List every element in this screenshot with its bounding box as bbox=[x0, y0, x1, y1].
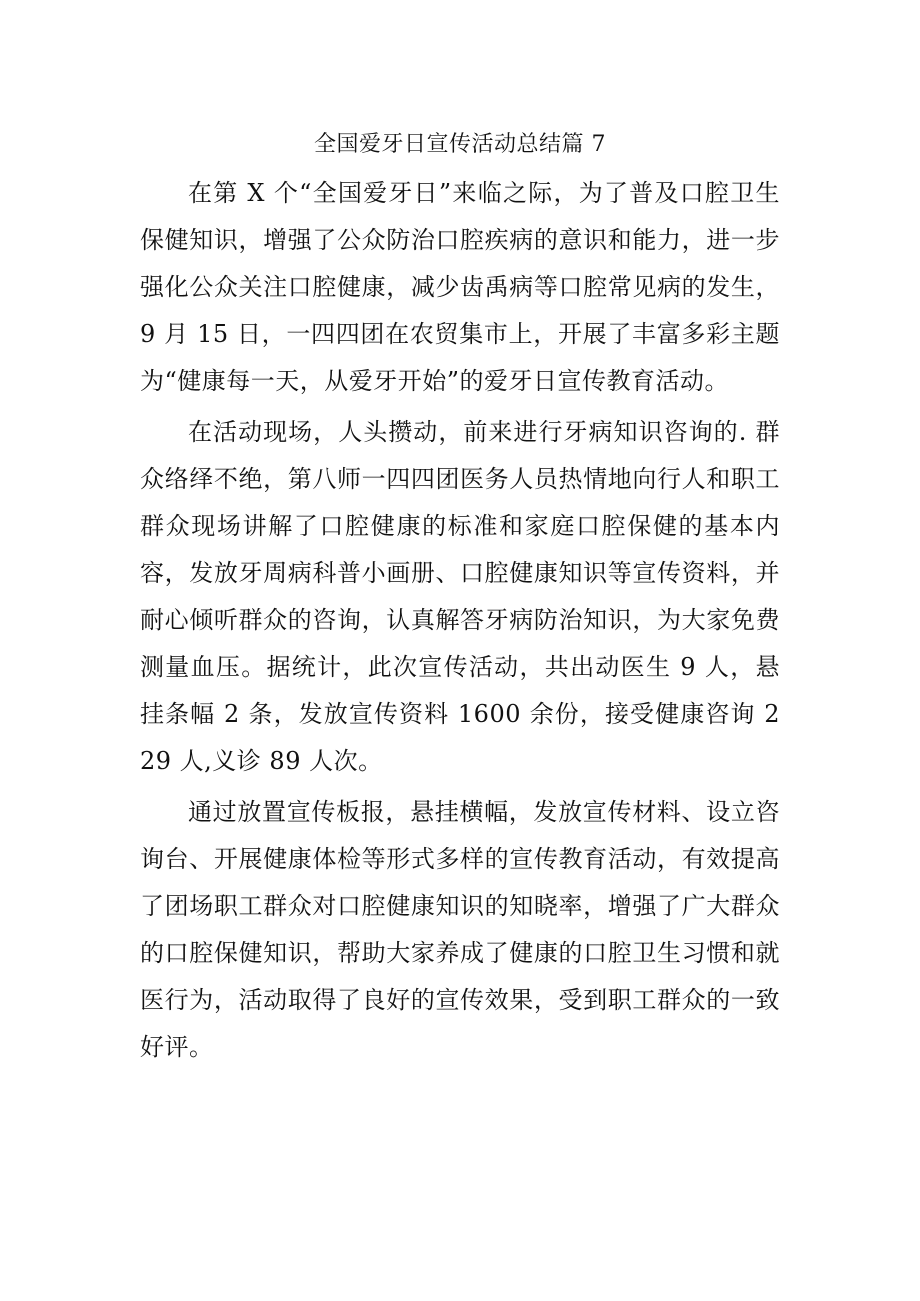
paragraph-results: 通过放置宣传板报，悬挂横幅，发放宣传材料、设立咨询台、开展健康体检等形式多样的宣传教育活动，有效提高了团场职工群众对口腔健康知识的知晓率，增强了广大群众的口腔保健知识，帮助大家养成了健康的口腔卫生习惯和就医行为，活动取得了良好的宣传效果，受到职工群众的一致好评。 bbox=[140, 798, 780, 1061]
paragraph-activity-scene: 在活动现场，人头攒动，前来进行牙病知识咨询的. 群众络绎不绝，第八师一四四团医务人员热情地向行人和职工群众现场讲解了口腔健康的标准和家庭口腔保健的基本内容，发放牙周病科普小画册、口腔健康知识等宣传资料，并耐心倾听群众的咨询，认真解答牙病防治知识，为大家免费测量血压。据统计，此次宣传活动，共出动医生 9 人，悬挂条幅 2 条，发放宣传资料 1600 余份，接受健康咨询 229 人,义诊 89 人次。 bbox=[140, 418, 780, 775]
document-body bbox=[140, 128, 780, 1071]
page-title: 全国爱牙日宣传活动总结篇 7 bbox=[314, 132, 606, 157]
paragraph-intro: 在第 X 个“全国爱牙日”来临之际，为了普及口腔卫生保健知识，增强了公众防治口腔疾病的意识和能力，进一步强化公众关注口腔健康，减少齿禹病等口腔常见病的发生，9 月 15 日，一四四团在农贸集市上，开展了丰富多彩主题为“健康每一天，从爱牙开始”的爱牙日宣传教育活动。 bbox=[140, 179, 780, 395]
